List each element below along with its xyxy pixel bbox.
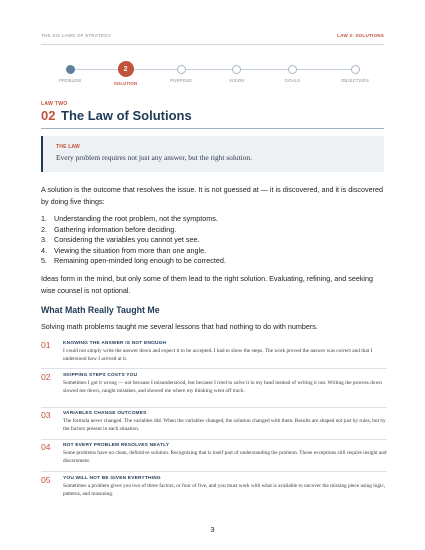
progress-step-label: PROBLEM xyxy=(59,78,81,83)
list-item-text: Viewing the situation from more than one angle. xyxy=(54,245,207,255)
list-item-text: Considering the variables you cannot yet see. xyxy=(54,235,200,245)
upcoming-step-dot xyxy=(177,65,186,74)
list-number: 1. xyxy=(41,214,47,223)
lesson-item xyxy=(41,475,387,501)
intro-paragraph: A solution is the outcome that resolves the issue. It is not guessed at — it is discovered, and it is discovered by doing five things: xyxy=(41,185,383,206)
upcoming-step-dot xyxy=(351,65,360,74)
callout-kicker: THE LAW xyxy=(56,144,80,150)
lesson-number: 05 xyxy=(41,475,51,485)
lesson-divider xyxy=(41,439,387,440)
header-divider xyxy=(41,44,384,45)
lesson-number: 04 xyxy=(41,442,51,452)
chapter-label: LAW 2: SOLUTIONS xyxy=(337,33,384,38)
progress-step-label: VISION xyxy=(229,78,245,83)
lesson-item xyxy=(41,340,387,366)
completed-step-dot xyxy=(66,65,75,74)
list-item-text: Gathering information before deciding. xyxy=(54,224,177,234)
upcoming-step-dot xyxy=(232,65,241,74)
lesson-item xyxy=(41,372,387,406)
upcoming-step-dot xyxy=(288,65,297,74)
lesson-heading: VARIABLES CHANGE OUTCOMES xyxy=(63,411,147,416)
progress-step-goals xyxy=(263,61,321,83)
list-item xyxy=(41,246,387,257)
lesson-divider xyxy=(41,471,387,472)
list-number: 3. xyxy=(41,235,47,245)
law-progress-tracker xyxy=(41,61,384,89)
lesson-heading: KNOWING THE ANSWER IS NOT ENOUGH xyxy=(63,341,167,346)
list-item-text: Remaining open-minded long enough to be corrected. xyxy=(54,256,226,266)
section-heading: What Math Really Taught Me xyxy=(41,305,160,315)
law-number: 02 xyxy=(41,108,56,123)
lesson-number: 03 xyxy=(41,410,51,420)
progress-step-label: OBJECTIVES xyxy=(340,78,370,83)
list-number: 5. xyxy=(41,256,47,266)
list-item-text: Understanding the root problem, not the symptoms. xyxy=(54,214,218,223)
lesson-number: 02 xyxy=(41,372,51,382)
lesson-body: Sometimes a problem gives you two of three factors, or four of five, and you must work with what is available to uncover the missing piece using logic, patterns, and reasoning. xyxy=(63,483,386,497)
progress-step-objectives xyxy=(326,61,384,83)
progress-step-label: GOALS xyxy=(284,78,301,83)
list-item xyxy=(41,225,387,236)
lesson-divider xyxy=(41,407,387,408)
title-divider xyxy=(41,128,384,129)
page-number: 3 xyxy=(210,525,215,534)
law-heading xyxy=(41,108,384,126)
list-number: 4. xyxy=(41,245,47,255)
list-number: 2. xyxy=(41,224,47,234)
lesson-body: Sometimes I got it wrong — not because I misunderstood, but because I tried to solve it in my head instead of writing it out. Writing the process down slowed me down, caught mistakes, and showed me where my thinking went off track. xyxy=(63,380,382,394)
progress-step-vision xyxy=(208,61,266,83)
page-title: The Law of Solutions xyxy=(61,108,192,123)
lesson-heading: YOU WILL NOT BE GIVEN EVERYTHING xyxy=(63,476,161,481)
progress-step-label: SOLUTION xyxy=(113,81,138,86)
lesson-number: 01 xyxy=(41,340,51,350)
outro-paragraph: Ideas form in the mind, but only some of them lead to the right solution. Evaluating, refining, and seeking wise counsel is not optional. xyxy=(41,274,374,295)
five-steps-list xyxy=(41,214,387,267)
lesson-body: Some problems have no clean, definitive solution. Recognizing that is itself part of understanding the problem. Those exceptions still require insight and discernment. xyxy=(63,450,387,464)
current-step-dot: 2 xyxy=(118,61,134,77)
book-title: THE SIX LAWS OF STRATEGY xyxy=(41,33,112,38)
lesson-item xyxy=(41,410,387,436)
lesson-body: The formula never changed. The variables did. When the variables changed, the solution changed with them. Results are shaped not just by rules, but by the factors present in each situation. xyxy=(63,418,386,432)
law-kicker: LAW TWO xyxy=(41,101,68,107)
progress-step-problem xyxy=(41,61,99,83)
progress-step-label: PURPOSE xyxy=(170,78,193,83)
lesson-item xyxy=(41,442,387,468)
lesson-heading: NOT EVERY PROBLEM RESOLVES NEATLY xyxy=(63,443,170,448)
callout-text: Every problem requires not just any answer, but the right solution. xyxy=(56,153,252,162)
section-intro: Solving math problems taught me several lessons that had nothing to do with numbers. xyxy=(41,322,318,331)
law-callout xyxy=(41,136,384,172)
lesson-body: I could not simply write the answer down and expect it to be accepted. I had to show the steps. The work proved the answer was correct and that I understood how I arrived at it. xyxy=(63,348,373,362)
list-item xyxy=(41,256,387,267)
running-head xyxy=(41,33,384,43)
progress-step-solution xyxy=(97,61,155,86)
lesson-divider xyxy=(41,368,387,369)
progress-step-purpose xyxy=(152,61,210,83)
lesson-heading: SKIPPING STEPS COSTS YOU xyxy=(63,373,138,378)
list-item xyxy=(41,235,387,246)
list-item xyxy=(41,214,387,225)
